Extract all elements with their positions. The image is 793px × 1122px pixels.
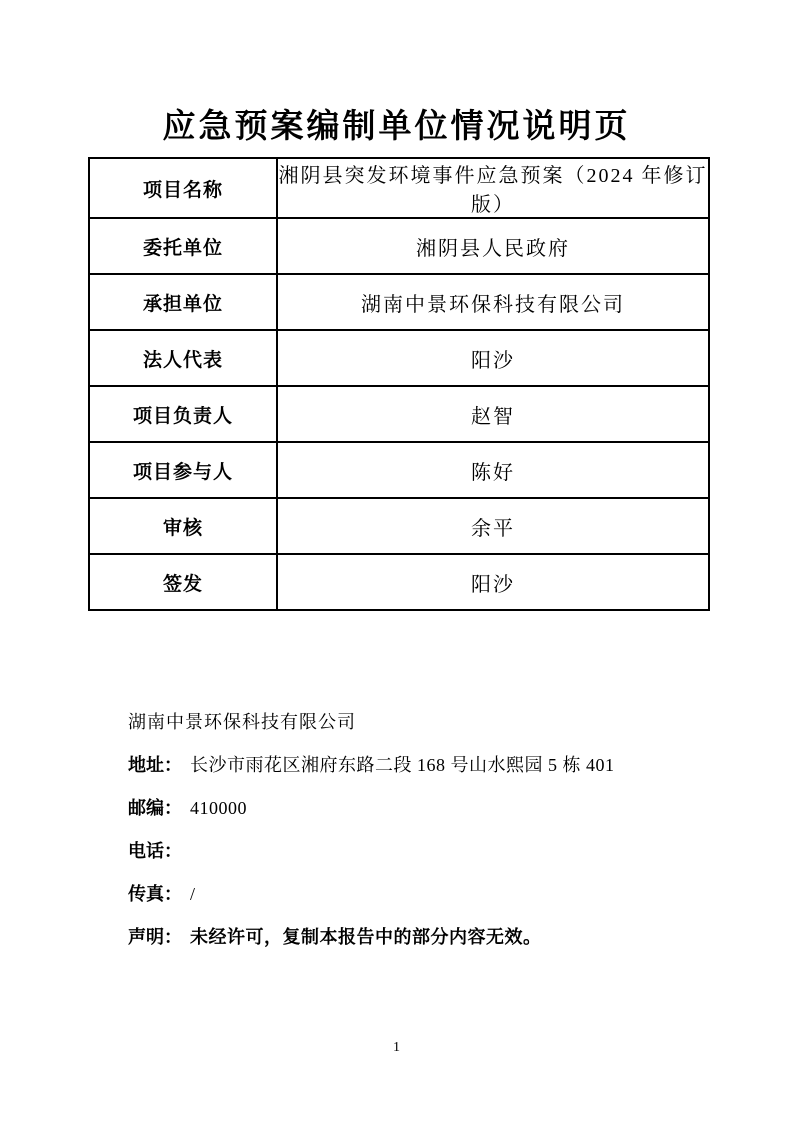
info-table <box>88 157 710 611</box>
table-row <box>89 218 709 274</box>
footer-statement <box>128 925 688 968</box>
footer-company-name: 湖南中景环保科技有限公司 <box>128 712 356 732</box>
row-label: 法人代表 <box>89 330 277 386</box>
row-label: 承担单位 <box>89 274 277 330</box>
footer-line-label: 电话： <box>128 841 182 861</box>
footer-line <box>128 753 688 796</box>
footer-line <box>128 839 688 882</box>
footer-line <box>128 796 688 839</box>
footer-line-value: 410000 <box>190 798 247 818</box>
footer-line-value: / <box>190 884 196 904</box>
row-value: 湖南中景环保科技有限公司 <box>277 274 709 330</box>
table-row <box>89 330 709 386</box>
table-row <box>89 442 709 498</box>
table-row <box>89 498 709 554</box>
row-label: 项目负责人 <box>89 386 277 442</box>
footer-line-value: 长沙市雨花区湘府东路二段 168 号山水熙园 5 栋 401 <box>190 755 615 775</box>
row-value: 湘阴县突发环境事件应急预案（2024 年修订版） <box>277 158 709 218</box>
row-value: 阳沙 <box>277 330 709 386</box>
statement-text: 未经许可，复制本报告中的部分内容无效。 <box>190 927 542 947</box>
row-value: 赵智 <box>277 386 709 442</box>
table-row <box>89 274 709 330</box>
info-table-body <box>89 158 709 610</box>
row-label: 项目名称 <box>89 158 277 218</box>
row-value: 陈好 <box>277 442 709 498</box>
row-label: 签发 <box>89 554 277 610</box>
row-label: 审核 <box>89 498 277 554</box>
row-value: 余平 <box>277 498 709 554</box>
footer-block <box>128 710 688 968</box>
row-label: 项目参与人 <box>89 442 277 498</box>
footer-line-label: 地址： <box>128 755 182 775</box>
table-row <box>89 158 709 218</box>
footer-line-label: 邮编： <box>128 798 182 818</box>
statement-label: 声明： <box>128 927 182 947</box>
footer-lines <box>128 753 688 925</box>
row-value: 阳沙 <box>277 554 709 610</box>
table-row <box>89 386 709 442</box>
footer-line-label: 传真： <box>128 884 182 904</box>
table-row <box>89 554 709 610</box>
page-title: 应急预案编制单位情况说明页 <box>162 107 631 144</box>
row-value: 湘阴县人民政府 <box>277 218 709 274</box>
page-number: 1 <box>393 1040 400 1055</box>
row-label: 委托单位 <box>89 218 277 274</box>
footer-line <box>128 882 688 925</box>
